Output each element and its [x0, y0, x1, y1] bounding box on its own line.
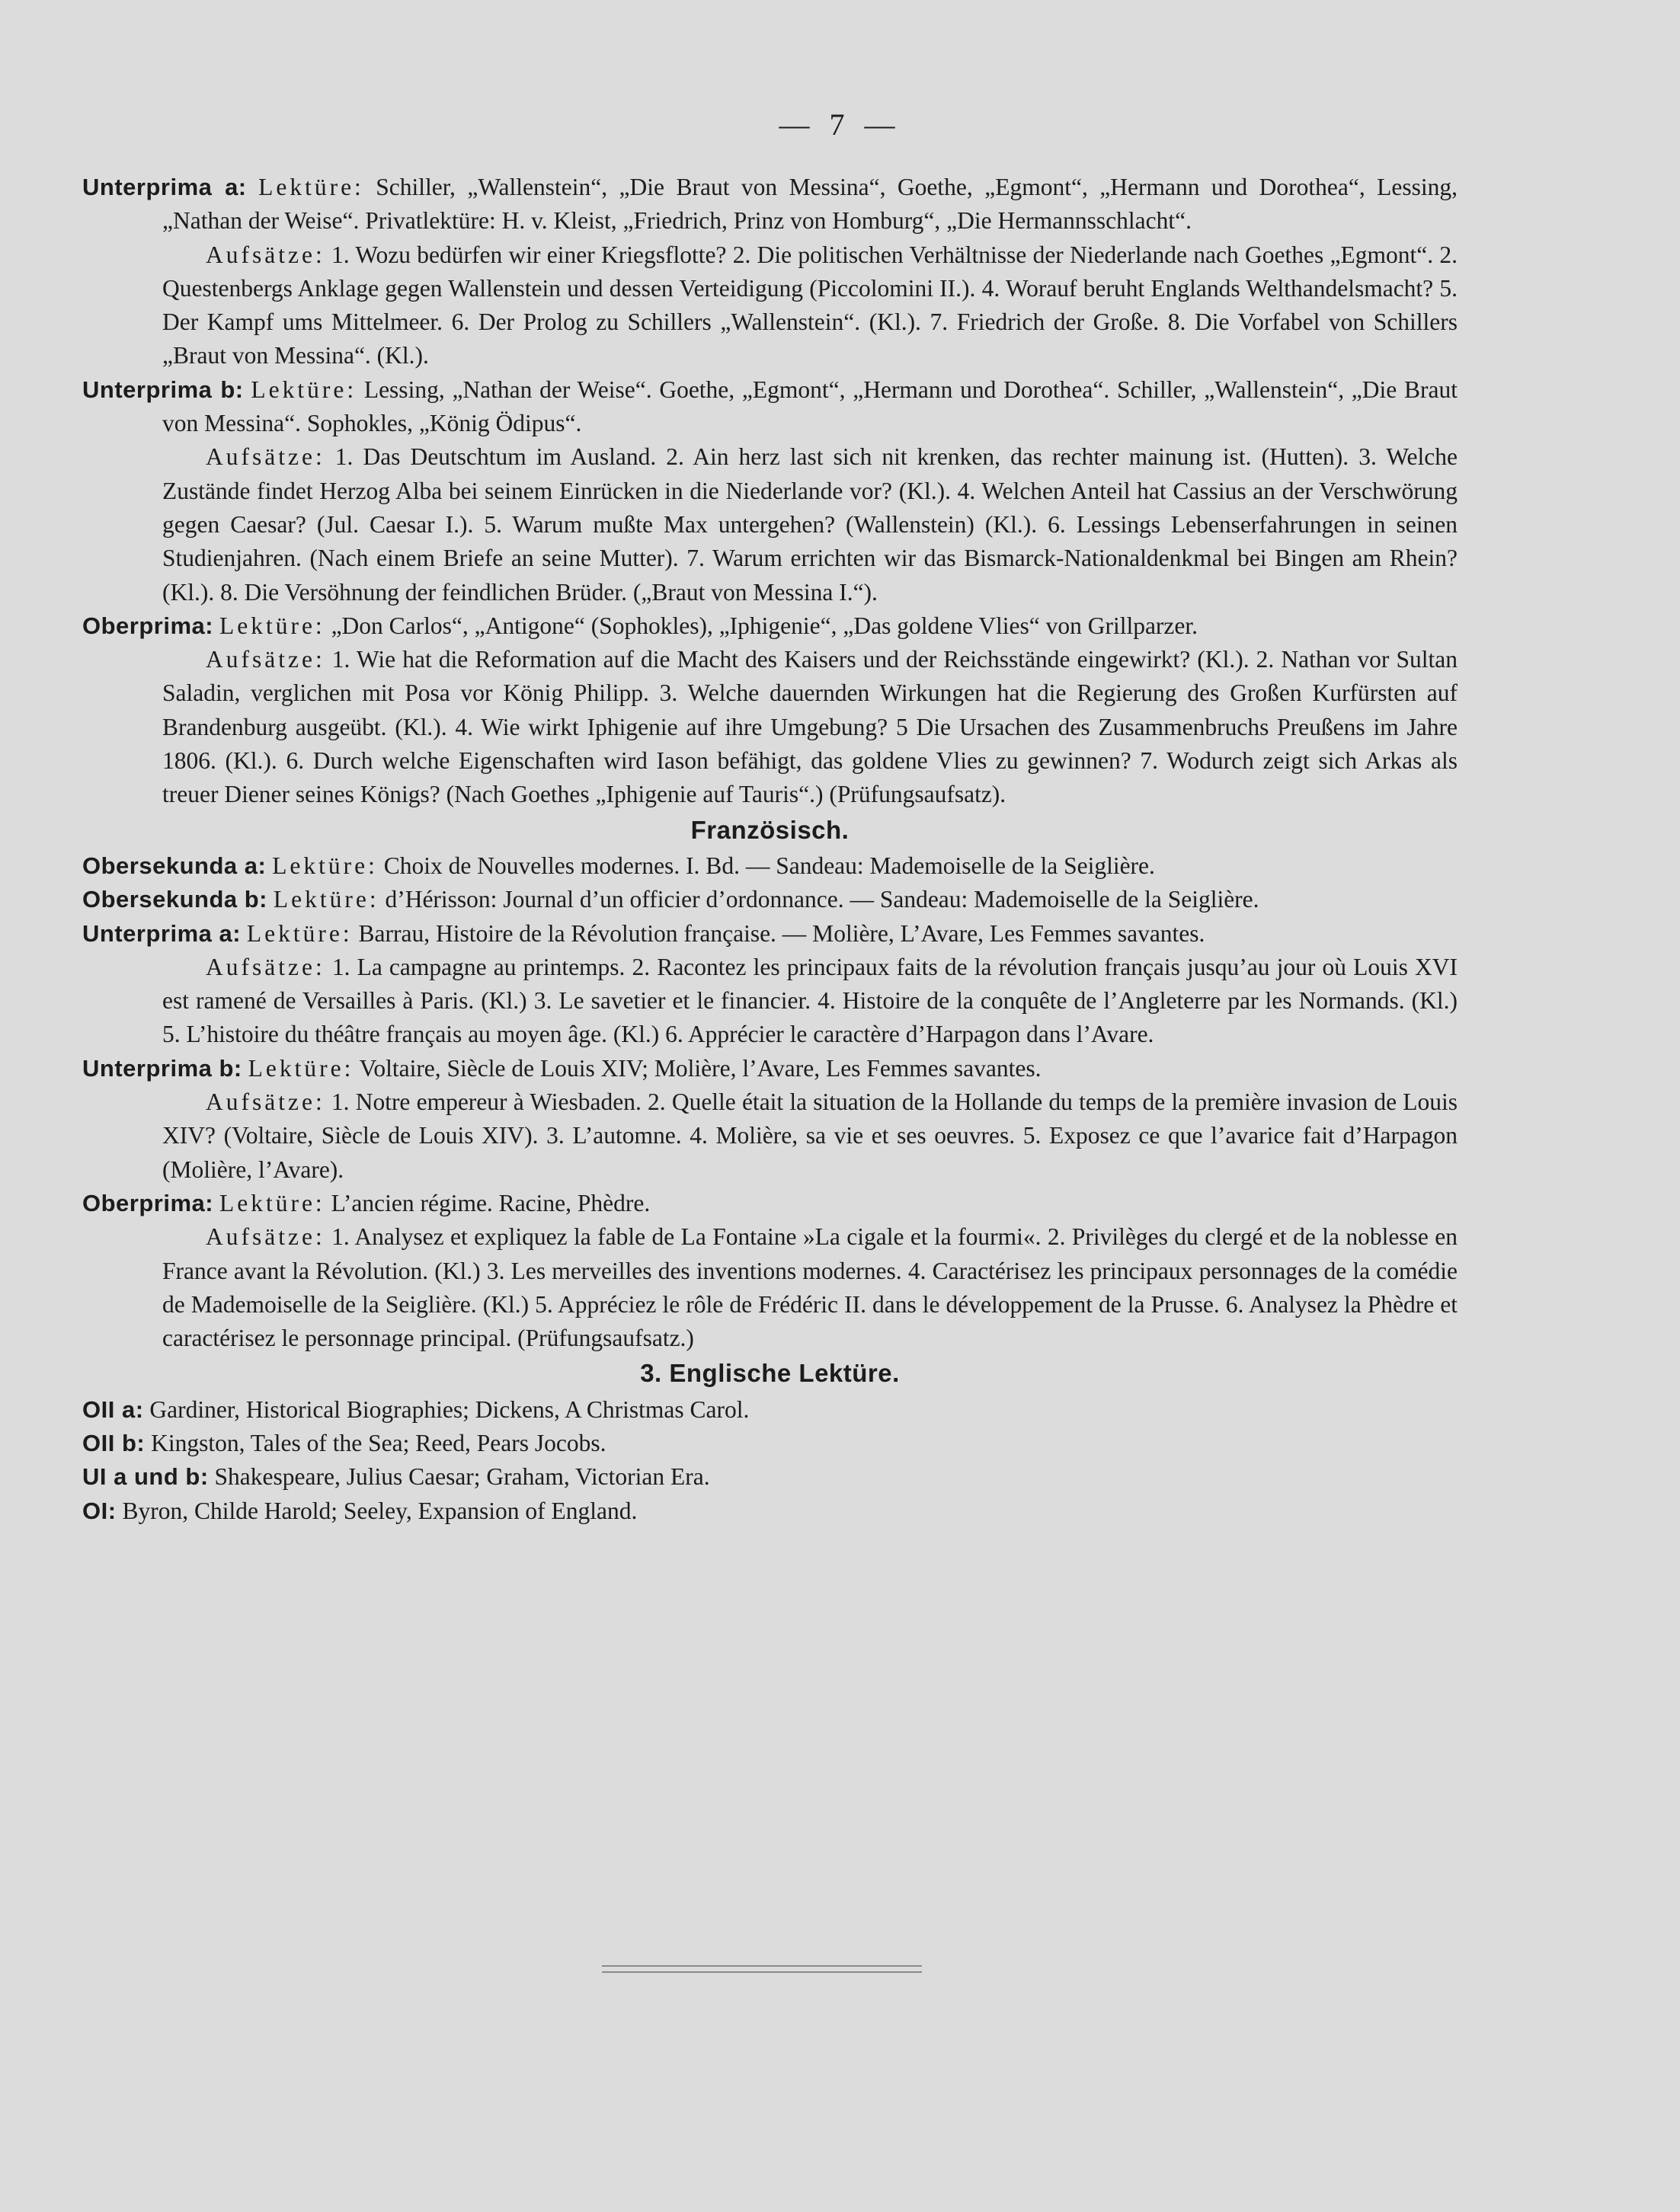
lekture-keyword: Lektüre:: [258, 174, 364, 200]
aufsaetze-text: 1. La campagne au printemps. 2. Racontez les principaux faits de la révolution français jusqu’au jour où Louis XVI est ramené de Versailles à Paris. (Kl.) 3. Le savetier et le financier. 4. Histoire de la conquête de l’Angleterre par les Normands. (Kl.) 5. L’histoire du théâtre français au moyen âge. (Kl.) 6. Apprécier le caractère d’Harpagon dans l’Avare.: [162, 953, 1458, 1048]
aufsaetze-keyword: Aufsätze:: [206, 1223, 325, 1251]
class-label: Unterprima b:: [82, 376, 244, 403]
section-heading-french: Französisch.: [690, 815, 850, 844]
entry-french-oberprima-aufsaetze: [82, 1220, 1458, 1355]
class-label: OII a:: [82, 1395, 144, 1423]
aufsaetze-text: 1. Analysez et expliquez la fable de La Fontaine »La cigale et la fourmi«. 2. Privilèges du clergé et de la noblesse en France avant la Révolution. (Kl.) 3. Les merveilles des inventions modernes. 4. Caractérisez les principaux personnages de la comédie de Mademoiselle de la Seiglière. (Kl.) 5. Appréciez le rôle de Frédéric II. dans le développement de la Prusse. 6. Analysez la Phèdre et caractérisez le personnage principal. (Prüfungsaufsatz.): [162, 1223, 1458, 1352]
entry-french-unterprima-a-aufsaetze: [82, 951, 1458, 1052]
aufsaetze-keyword: Aufsätze:: [206, 241, 325, 268]
lekture-keyword: Lektüre:: [273, 886, 379, 913]
page-number: — 7 —: [779, 107, 901, 142]
lekture-keyword: Lektüre:: [219, 612, 325, 639]
entry-french-obersekunda-a: [82, 849, 1458, 883]
entry-german-unterprima-b-aufsaetze: [82, 440, 1458, 609]
lekture-text: d’Hérisson: Journal d’un officier d’ordonnance. — Sandeau: Mademoiselle de la Seiglière.: [385, 886, 1259, 913]
closing-double-rule: [602, 1965, 922, 1973]
page-content: [82, 171, 1458, 1528]
aufsaetze-text: 1. Wozu bedürfen wir einer Kriegsflotte? 2. Die politischen Verhältnisse der Niederlande nach Goethes „Egmont“. 2. Questenbergs Anklage gegen Wallenstein und dessen Verteidigung (Piccolomini II.). 4. Worauf beruht Englands Welthandelsmacht? 5. Der Kampf ums Mittelmeer. 6. Der Prolog zu Schillers „Wallenstein“. (Kl.). 7. Friedrich der Große. 8. Die Vorfabel von Schillers „Braut von Messina“. (Kl.).: [162, 241, 1458, 369]
lekture-keyword: Lektüre:: [248, 1054, 354, 1082]
class-label: Unterprima b:: [82, 1054, 242, 1082]
reading-text: Kingston, Tales of the Sea; Reed, Pears Jocobs.: [151, 1429, 606, 1456]
class-label: Unterprima a:: [82, 919, 242, 947]
aufsaetze-text: 1. Wie hat die Reformation auf die Macht des Kaisers und der Reichsstände eingewirkt? (Kl.). 2. Nathan vor Sultan Saladin, verglichen mit Posa vor König Philipp. 3. Welche dauernden Wirkungen hat die Regierung des Großen Kurfürsten auf Brandenburg ausgeübt. (Kl.). 4. Wie wirkt Iphigenie auf ihre Umgebung? 5 Die Ursachen des Zusammenbruchs Preußens im Jahre 1806. (Kl.). 6. Durch welche Eigenschaften wird Iason befähigt, das goldene Vlies zu gewinnen? 7. Wodurch zeigt sich Arkas als treuer Diener seines Königs? (Nach Goethes „Iphigenie auf Tauris“.) (Prüfungsaufsatz).: [162, 646, 1458, 808]
aufsaetze-text: 1. Notre empereur à Wiesbaden. 2. Quelle était la situation de la Hollande du temps de la première invasion de Louis XIV? (Voltaire, Siècle de Louis XIV). 3. L’automne. 4. Molière, sa vie et ses oeuvres. 5. Exposez ce que l’avarice fait d’Harpagon (Molière, l’Avare).: [162, 1088, 1458, 1183]
lekture-text: Lessing, „Nathan der Weise“. Goethe, „Egmont“, „Hermann und Dorothea“. Schiller, „Wallenstein“, „Die Braut von Messina“. Sophokles, „König Ödipus“.: [162, 376, 1458, 437]
entry-german-unterprima-a-aufsaetze: [82, 238, 1458, 373]
lekture-keyword: Lektüre:: [246, 919, 353, 947]
lekture-text: Barrau, Histoire de la Révolution française. — Molière, L’Avare, Les Femmes savantes.: [358, 919, 1205, 947]
aufsaetze-keyword: Aufsätze:: [206, 953, 325, 980]
aufsaetze-text: 1. Das Deutschtum im Ausland. 2. Ain herz last sich nit krenken, das rechter mainung ist. (Hutten). 3. Welche Zustände findet Herzog Alba bei seinem Einrücken in die Niederlande vor? (Kl.). 4. Welchen Anteil hat Cassius an der Verschwörung gegen Caesar? (Jul. Caesar I.). 5. Warum mußte Max untergehen? (Wallenstein) (Kl.). 6. Lessings Lebenserfahrungen in seinen Studienjahren. (Nach einem Briefe an seine Mutter). 7. Warum errichten wir das Bismarck-Nationaldenkmal bei Bingen am Rhein? (Kl.). 8. Die Versöhnung der feindlichen Brüder. („Braut von Messina I.“).: [162, 443, 1458, 606]
aufsaetze-keyword: Aufsätze:: [206, 646, 325, 673]
aufsaetze-keyword: Aufsätze:: [206, 443, 325, 471]
entry-german-oberprima-aufsaetze: [82, 643, 1458, 811]
entry-french-unterprima-b-lekture: [82, 1052, 1458, 1085]
class-label: UI a und b:: [82, 1463, 209, 1491]
entry-german-oberprima-lekture: [82, 609, 1458, 643]
lekture-text: Voltaire, Siècle de Louis XIV; Molière, l’Avare, Les Femmes savantes.: [359, 1054, 1042, 1082]
class-label: Unterprima a:: [82, 174, 247, 200]
entry-french-oberprima-lekture: [82, 1187, 1458, 1220]
section-heading-english: 3. Englische Lektüre.: [640, 1359, 900, 1388]
class-label: Obersekunda b:: [82, 886, 267, 913]
reading-text: Shakespeare, Julius Caesar; Graham, Victorian Era.: [214, 1463, 710, 1491]
lekture-keyword: Lektüre:: [272, 852, 378, 879]
reading-text: Gardiner, Historical Biographies; Dickens, A Christmas Carol.: [149, 1395, 750, 1423]
entry-german-unterprima-b-lekture: [82, 373, 1458, 441]
lekture-text: Schiller, „Wallenstein“, „Die Braut von Messina“, Goethe, „Egmont“, „Hermann und Dorothea“, Lessing, „Nathan der Weise“. Privatlektüre: H. v. Kleist, „Friedrich, Prinz von Homburg“, „Die Hermannsschlacht“.: [162, 174, 1458, 235]
lekture-text: Choix de Nouvelles modernes. I. Bd. — Sandeau: Mademoiselle de la Seiglière.: [383, 852, 1155, 879]
lekture-keyword: Lektüre:: [219, 1189, 325, 1216]
entry-english-oii-a: [82, 1393, 1458, 1427]
class-label: Oberprima:: [82, 1189, 214, 1216]
lekture-text: „Don Carlos“, „Antigone“ (Sophokles), „Iphigenie“, „Das goldene Vlies“ von Grillparzer.: [331, 612, 1198, 639]
entry-english-ui-a-und-b: [82, 1460, 1458, 1494]
class-label: Oberprima:: [82, 612, 214, 639]
entry-german-unterprima-a-lekture: [82, 171, 1458, 238]
lekture-text: L’ancien régime. Racine, Phèdre.: [331, 1189, 651, 1216]
lekture-keyword: Lektüre:: [251, 376, 357, 403]
reading-text: Byron, Childe Harold; Seeley, Expansion of England.: [122, 1497, 638, 1524]
entry-french-unterprima-b-aufsaetze: [82, 1085, 1458, 1187]
entry-french-unterprima-a-lekture: [82, 917, 1458, 951]
entry-french-obersekunda-b: [82, 883, 1458, 916]
class-label: OI:: [82, 1497, 117, 1524]
class-label: OII b:: [82, 1429, 146, 1456]
class-label: Obersekunda a:: [82, 852, 267, 879]
aufsaetze-keyword: Aufsätze:: [206, 1088, 325, 1116]
entry-english-oi: [82, 1494, 1458, 1528]
entry-english-oii-b: [82, 1427, 1458, 1460]
